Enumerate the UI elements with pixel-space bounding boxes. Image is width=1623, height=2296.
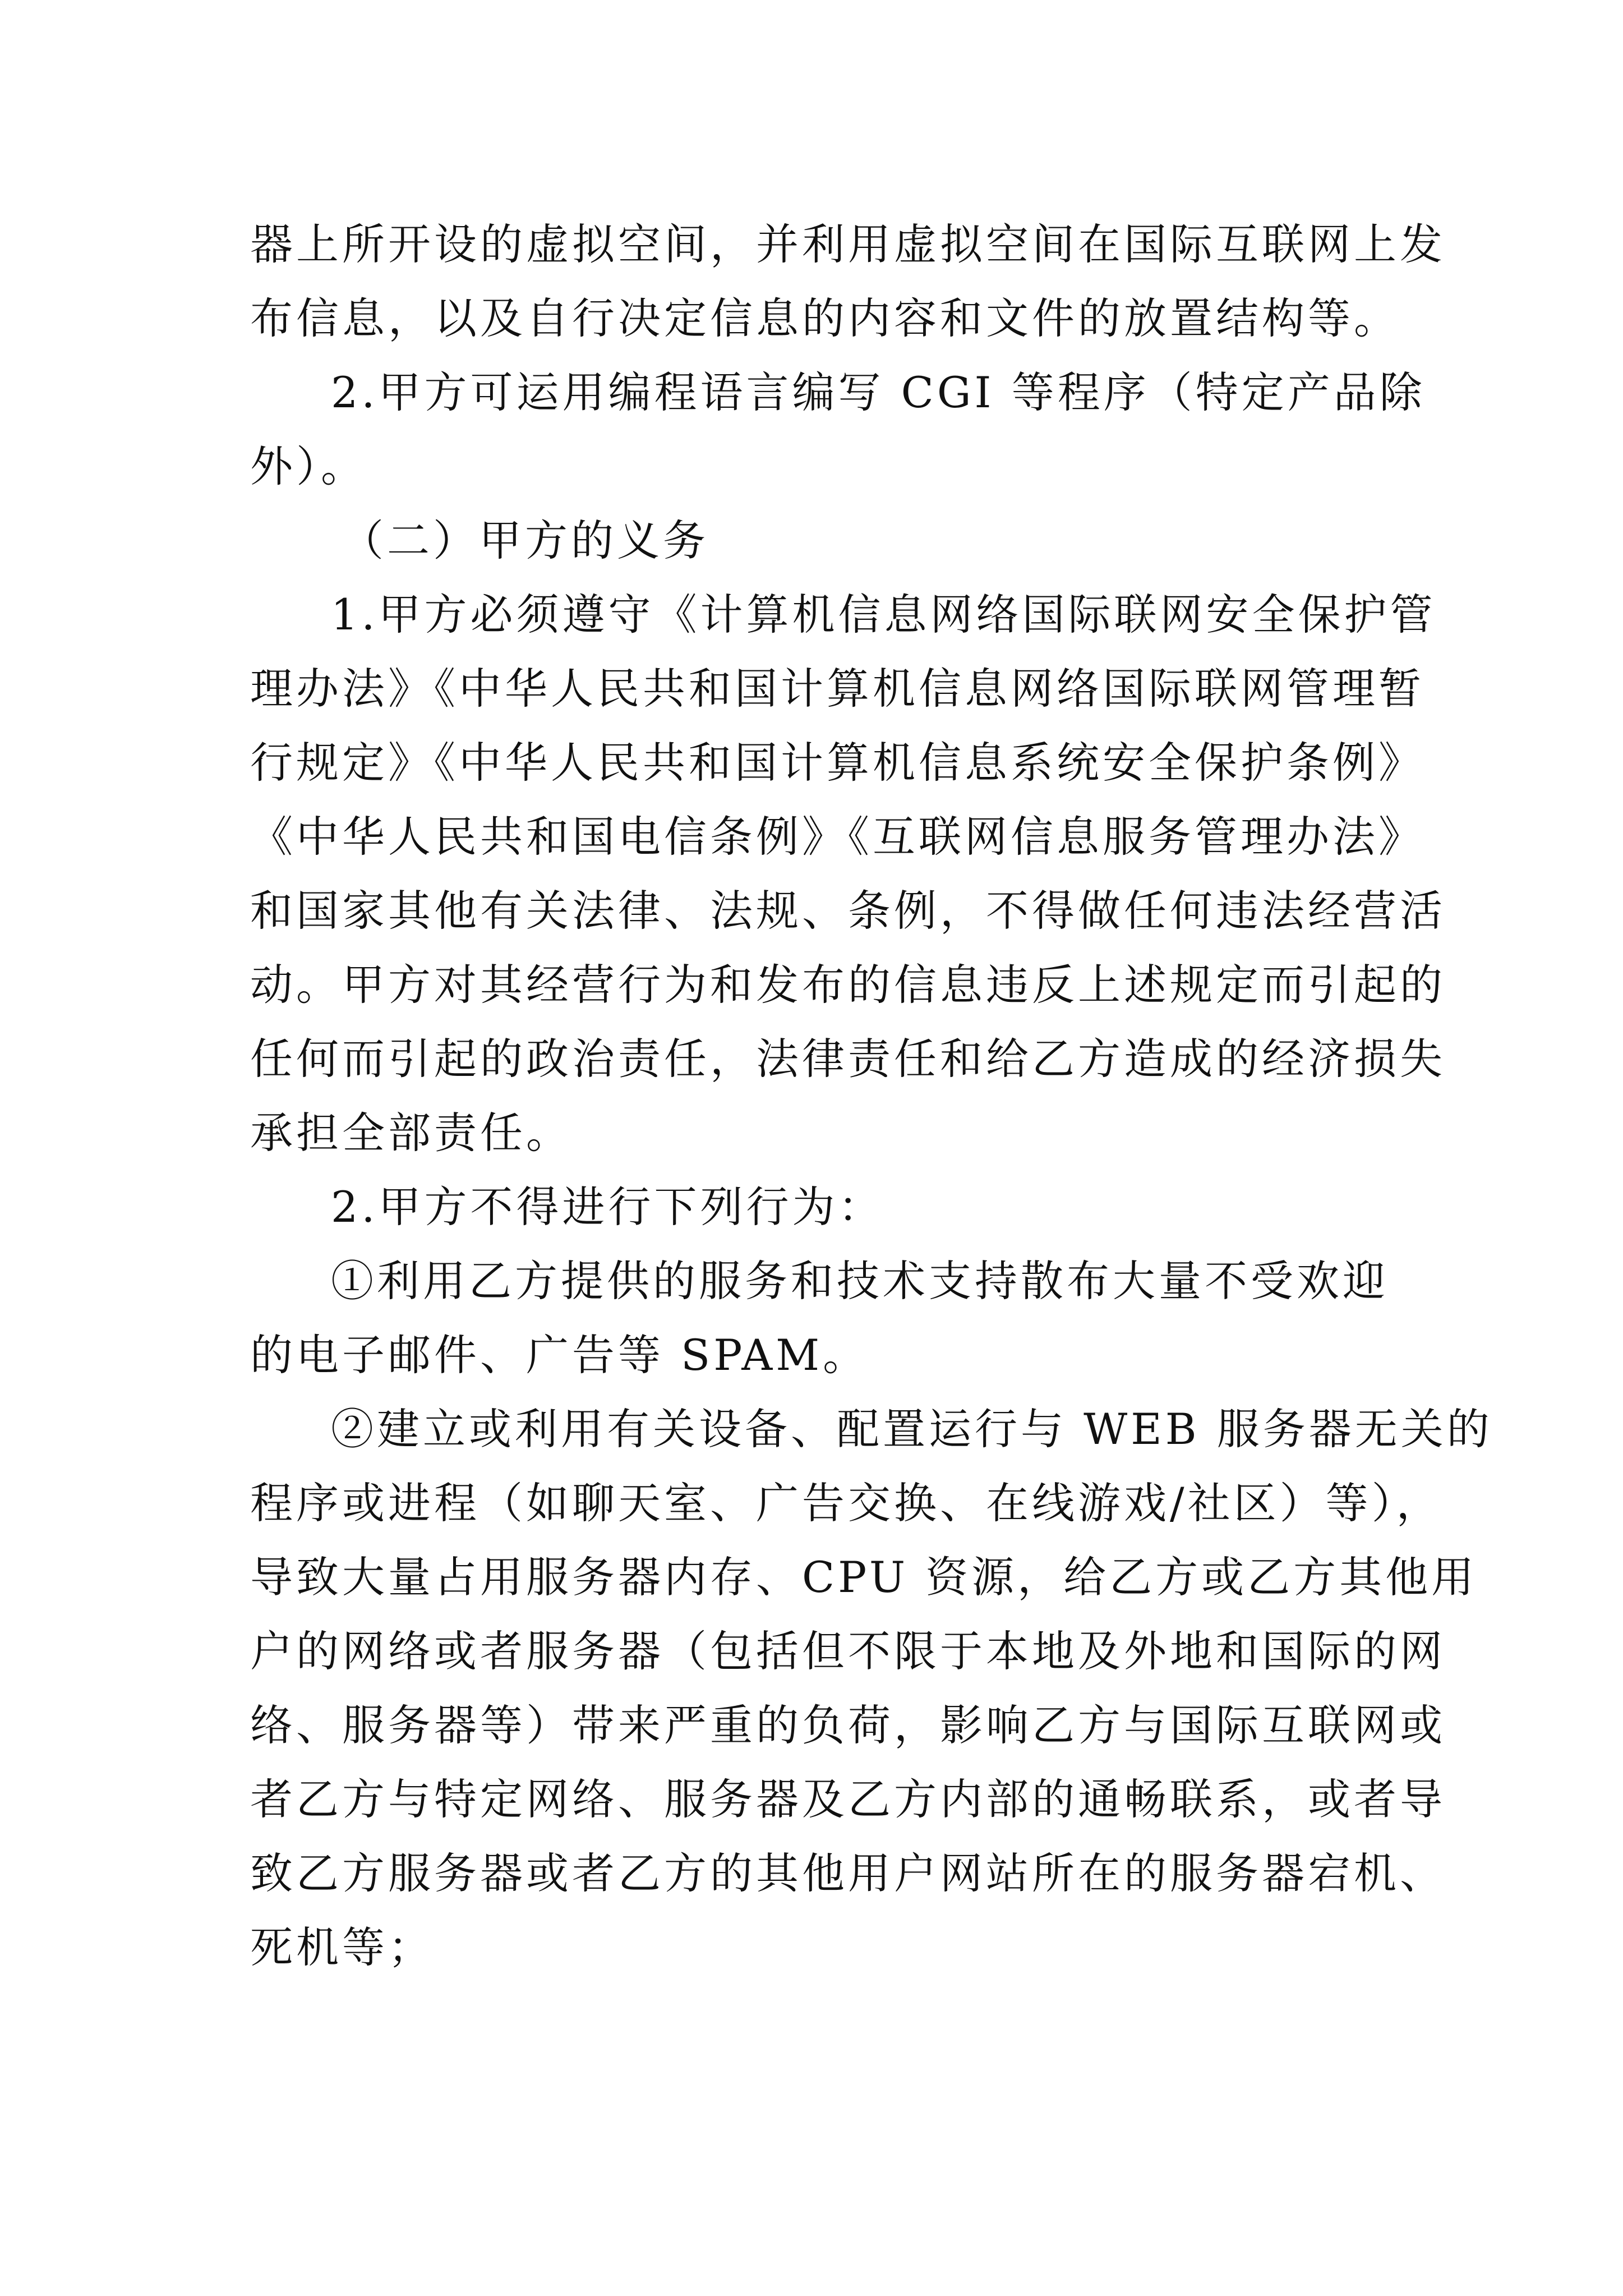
text-line-4: 外）。 — [250, 441, 367, 491]
text-line-17: ②建立或利用有关设备、配置运行与 WEB 服务器无关的 — [331, 1404, 1493, 1454]
text-line-10: 和国家其他有关法律、法规、条例，不得做任何违法经营活 — [250, 886, 1446, 936]
text-line-21: 络、服务器等）带来严重的负荷，影响乙方与国际互联网或 — [250, 1700, 1446, 1750]
text-line-19: 导致大量占用服务器内存、CPU 资源，给乙方或乙方其他用 — [250, 1552, 1478, 1602]
section-heading-obligations: （二）甲方的义务 — [341, 516, 709, 565]
text-line-18: 程序或进程（如聊天室、广告交换、在线游戏/社区）等）， — [250, 1478, 1442, 1528]
text-line-14: 2.甲方不得进行下列行为： — [331, 1182, 884, 1232]
text-line-6: 1.甲方必须遵守《计算机信息网络国际联网安全保护管 — [331, 590, 1436, 639]
text-line-11: 动。甲方对其经营行为和发布的信息违反上述规定而引起的 — [250, 960, 1446, 1010]
text-line-8: 行规定》《中华人民共和国计算机信息系统安全保护条例》 — [250, 738, 1424, 788]
text-line-13: 承担全部责任。 — [250, 1108, 572, 1158]
text-line-2: 布信息，以及自行决定信息的内容和文件的放置结构等。 — [250, 293, 1400, 343]
text-line-16: 的电子邮件、广告等 SPAM。 — [250, 1330, 869, 1380]
text-line-9: 《中华人民共和国电信条例》《互联网信息服务管理办法》 — [250, 812, 1424, 862]
text-line-23: 致乙方服务器或者乙方的其他用户网站所在的服务器宕机、 — [250, 1848, 1446, 1898]
text-line-22: 者乙方与特定网络、服务器及乙方内部的通畅联系，或者导 — [250, 1774, 1446, 1824]
text-line-12: 任何而引起的政治责任，法律责任和给乙方造成的经济损失 — [250, 1034, 1446, 1084]
text-line-1: 器上所开设的虚拟空间，并利用虚拟空间在国际互联网上发 — [250, 219, 1446, 269]
text-line-20: 户的网络或者服务器（包括但不限于本地及外地和国际的网 — [250, 1626, 1446, 1676]
text-line-15: ①利用乙方提供的服务和技术支持散布大量不受欢迎 — [331, 1256, 1389, 1306]
text-line-24: 死机等； — [250, 1922, 434, 1972]
text-line-3: 2.甲方可运用编程语言编写 CGI 等程序（特定产品除 — [331, 367, 1426, 417]
text-line-7: 理办法》《中华人民共和国计算机信息网络国际联网管理暂 — [250, 664, 1424, 714]
